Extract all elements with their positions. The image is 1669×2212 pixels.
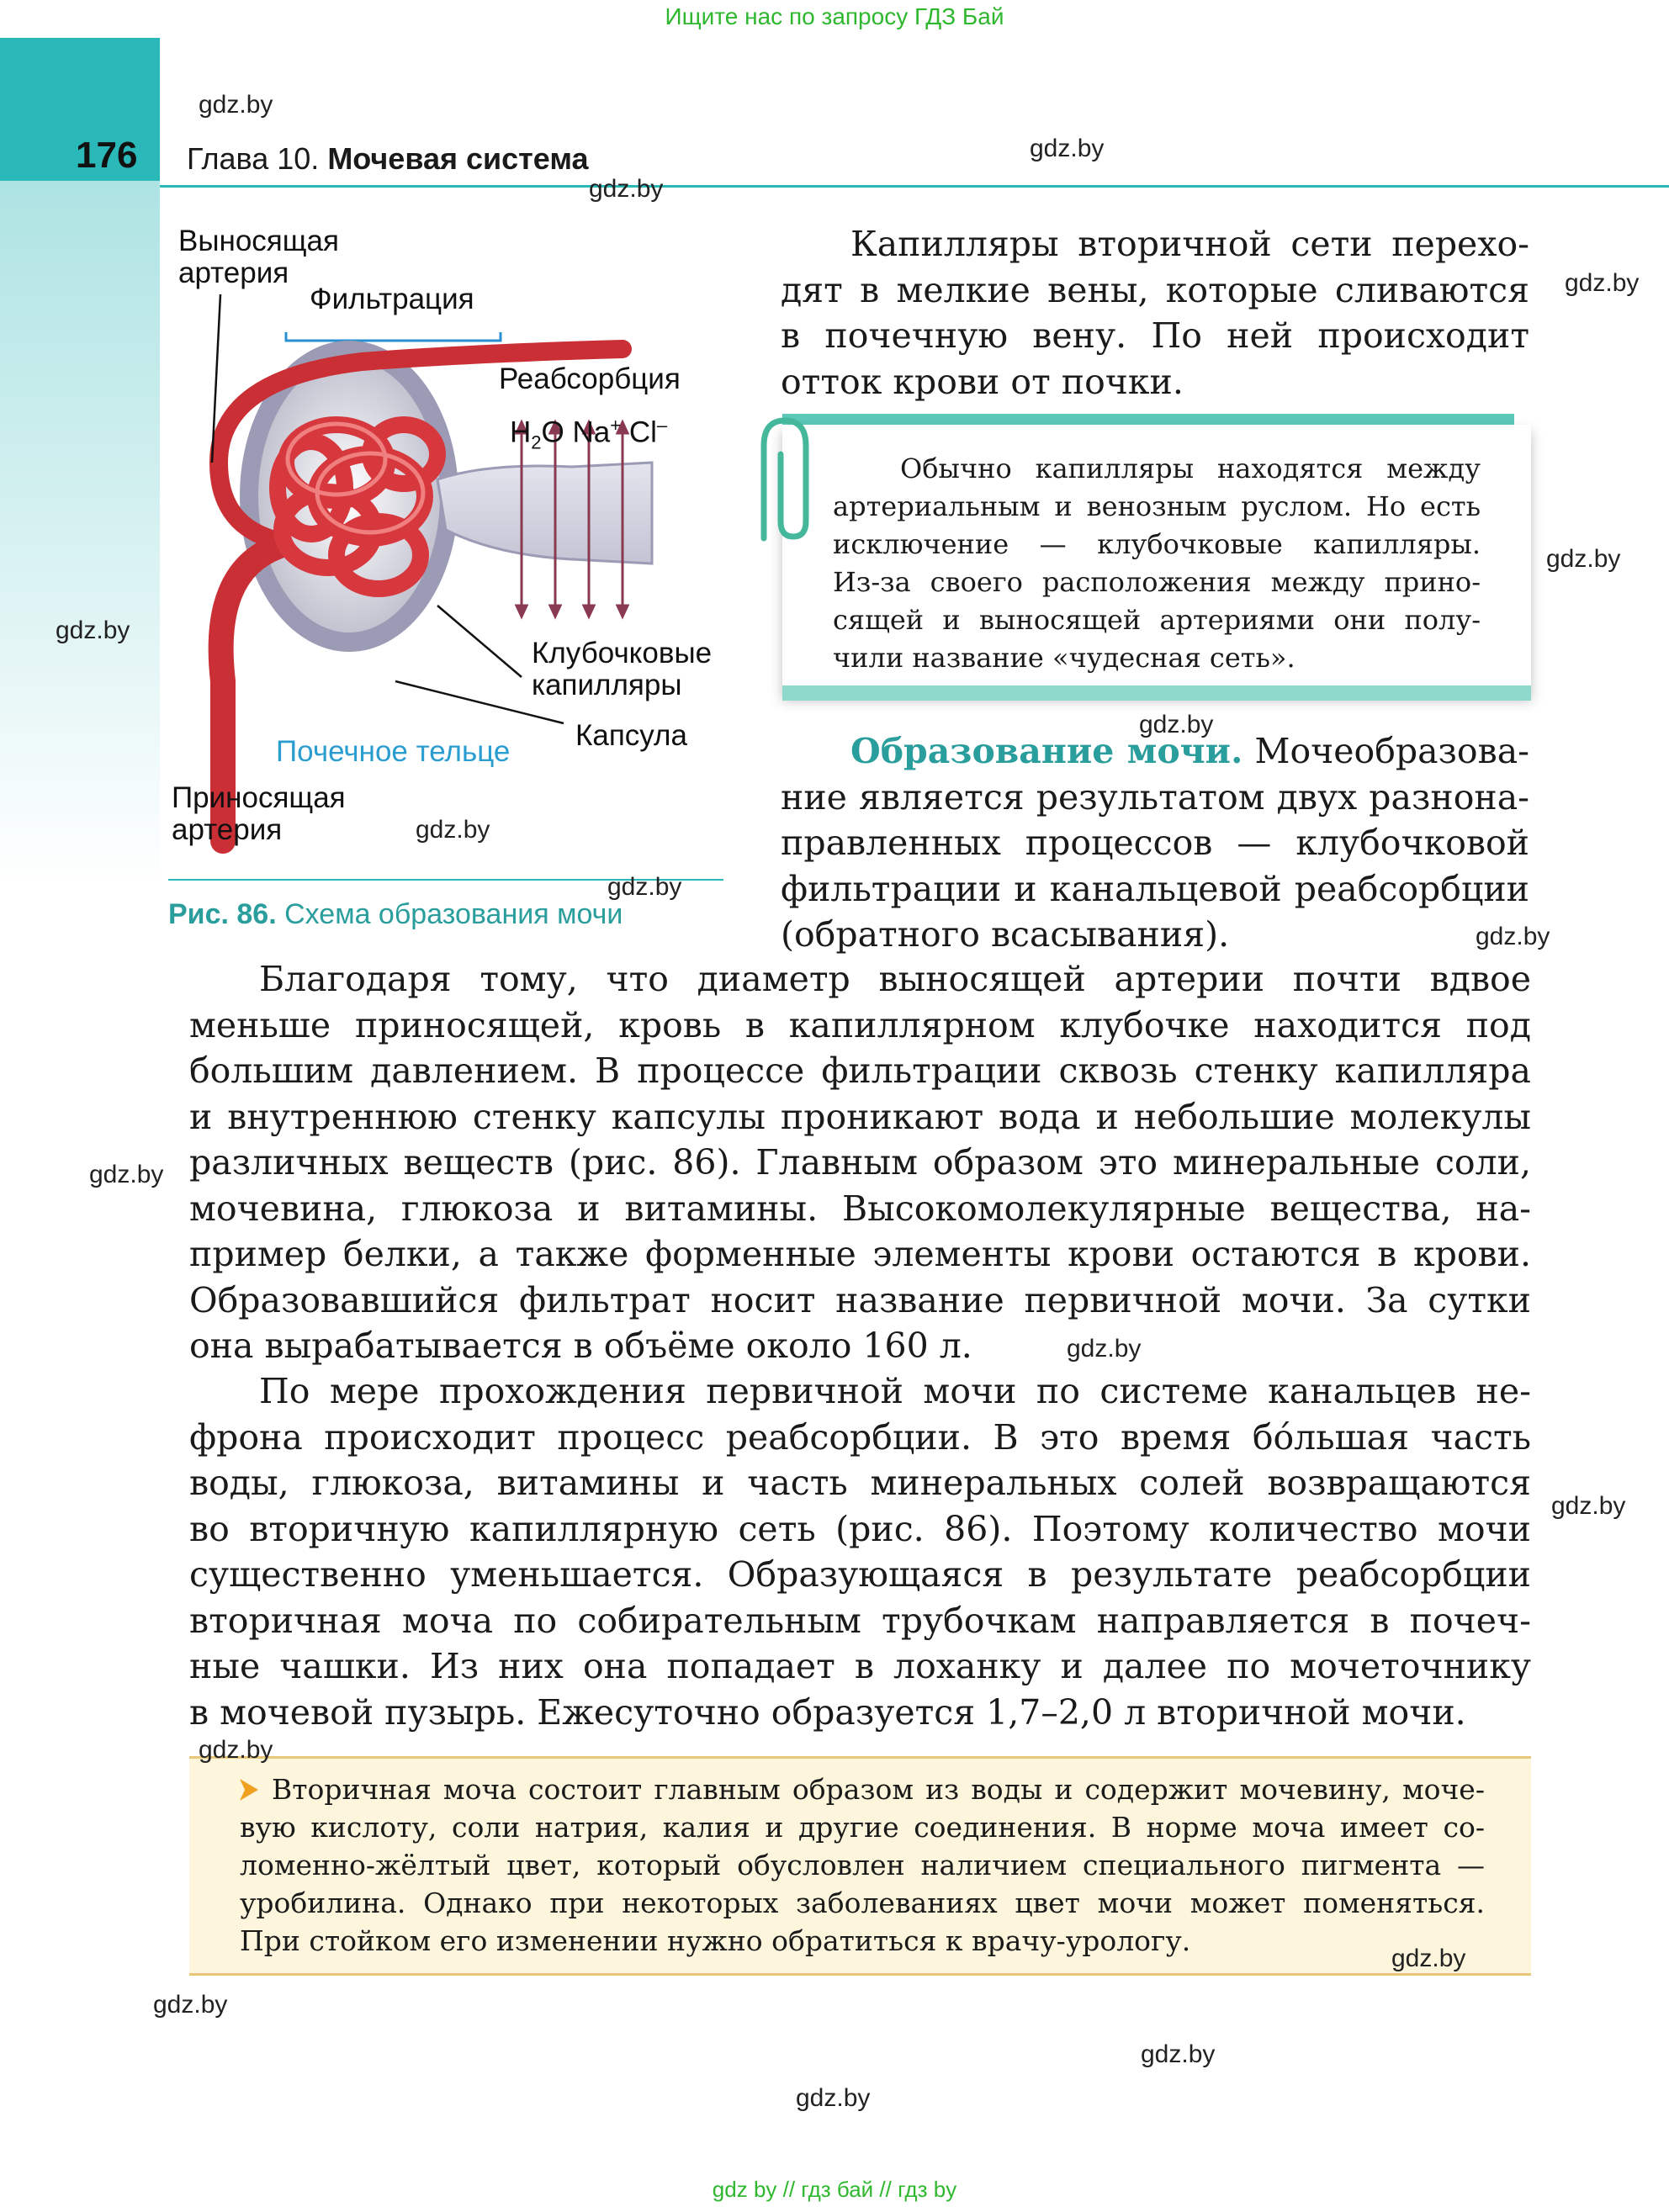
watermark: gdz.by (1030, 135, 1105, 162)
watermark: gdz.by (1546, 545, 1621, 573)
paperclip-icon (739, 412, 831, 547)
watermark: gdz.by (1139, 711, 1214, 738)
label-renal-corpuscle: Почечное тельце (276, 735, 511, 768)
chapter-prefix: Глава 10. (187, 141, 320, 176)
watermark: gdz.by (1565, 269, 1640, 297)
watermark: gdz.by (89, 1161, 164, 1188)
label-glomerular-capillaries: Клубочковые капилляры (532, 637, 713, 701)
section-urine-formation: Образование мочи. Мочеобразова- ние является результатом двух разнона- правленных процессов — клубочковой фильтрации и канальцевой реабсорбции (обратного всасывания). (781, 731, 1529, 955)
paragraph-reabsorption: По мере прохождения первичной мочи по системе канальцев не- фрона происходит процесс реабсорбции. В это время бóльшая часть воды, глюкоза, витамины и часть минеральных солей возвращаются во вторичную капиллярную сеть (рис. 86). Поэтому количество мочи существенно уменьшается. Образующаяся в результате реабсорбции вторичная моча по собирательным трубочкам направляется в почеч- ные чашки. Из них она попадает в лоханку и далее по мочеточнику в мочевой пузырь. Ежесуточно образуется 1,7–2,0 л вторичной мочи. (189, 1371, 1531, 1733)
filtration-bracket (286, 332, 501, 341)
watermark: gdz.by (199, 1736, 273, 1764)
note-text: Обычно капилляры находятся между артериальным и венозным руслом. Но есть исключение — клубочковые капилляры. Из-за своего расположения между прино- сящей и выносящей артериями они полу- чили название «чудесная сеть». (833, 452, 1481, 674)
header-rule (160, 185, 1669, 188)
footer-links[interactable]: gdz by // гдз бай // гдз by (712, 2177, 957, 2202)
watermark: gdz.by (1067, 1335, 1142, 1363)
section-heading: Образование мочи. (850, 731, 1243, 771)
watermark: gdz.by (589, 175, 664, 203)
watermark: gdz.by (416, 816, 490, 844)
label-efferent: Выносящая артерия (178, 225, 339, 289)
margin-gradient (0, 181, 160, 887)
watermark: gdz.by (153, 1991, 228, 2019)
watermark: gdz.by (56, 617, 130, 644)
paragraph-filtration: Благодаря тому, что диаметр выносящей артерии почти вдвое меньше приносящей, кровь в капиллярном клубочке находится под большим давлением. В процессе фильтрации сквозь стенку капилляра и внутреннюю стенку капсулы проникают вода и небольшие молекулы различных веществ (рис. 86). Главным образом это минеральные соли, мочевина, глюкоза и витамины. Высокомолекулярные вещества, на- пример белки, а также форменные элементы крови остаются в крови. Образовавшийся фильтрат носит название первичной мочи. За сутки она вырабатывается в объёме около 160 л. (189, 959, 1531, 1366)
top-banner-link[interactable]: Ищите нас по запросу ГДЗ Бай (665, 3, 1004, 29)
watermark: gdz.by (607, 873, 682, 901)
right-paragraph: Капилляры вторичной сети перехо- дят в мелкие вены, которые сливаются в почечную вену. По ней происходит отток крови от почки. (781, 224, 1529, 402)
label-ions: $H_2O$ Na+ Cl– (510, 415, 668, 453)
watermark: gdz.by (199, 91, 273, 119)
label-reabsorption: Реабсорбция (499, 362, 681, 395)
label-afferent: Приносящая артерия (172, 781, 346, 846)
watermark: gdz.by (1391, 1945, 1466, 1972)
label-capsule: Капсула (575, 719, 687, 752)
watermark: gdz.by (1476, 923, 1550, 950)
watermark: gdz.by (1141, 2040, 1216, 2068)
watermark: gdz.by (1551, 1492, 1626, 1520)
tubule (437, 463, 652, 564)
watermark: gdz.by (796, 2084, 871, 2112)
chapter-name: Мочевая система (327, 141, 589, 176)
chapter-title (187, 141, 589, 177)
page-number: 176 (76, 135, 138, 176)
note-bottom-bar (782, 685, 1531, 701)
label-filtration: Фильтрация (310, 283, 474, 315)
info-box-text: Вторичная моча состоит главным образом из воды и содержит мочевину, моче- вую кислоту, соли натрия, калия и другие соединения. В норме моча имеет со- ломенно-жёлтый цвет, который обусловлен наличием специального пигмента — уробилина. Однако при некоторых заболеваниях цвет мочи может поменяться. При стойком его изменении нужно обратиться к врачу-урологу. (240, 1773, 1485, 1957)
figure-caption: Рис. 86. Схема образования мочи (168, 898, 623, 930)
